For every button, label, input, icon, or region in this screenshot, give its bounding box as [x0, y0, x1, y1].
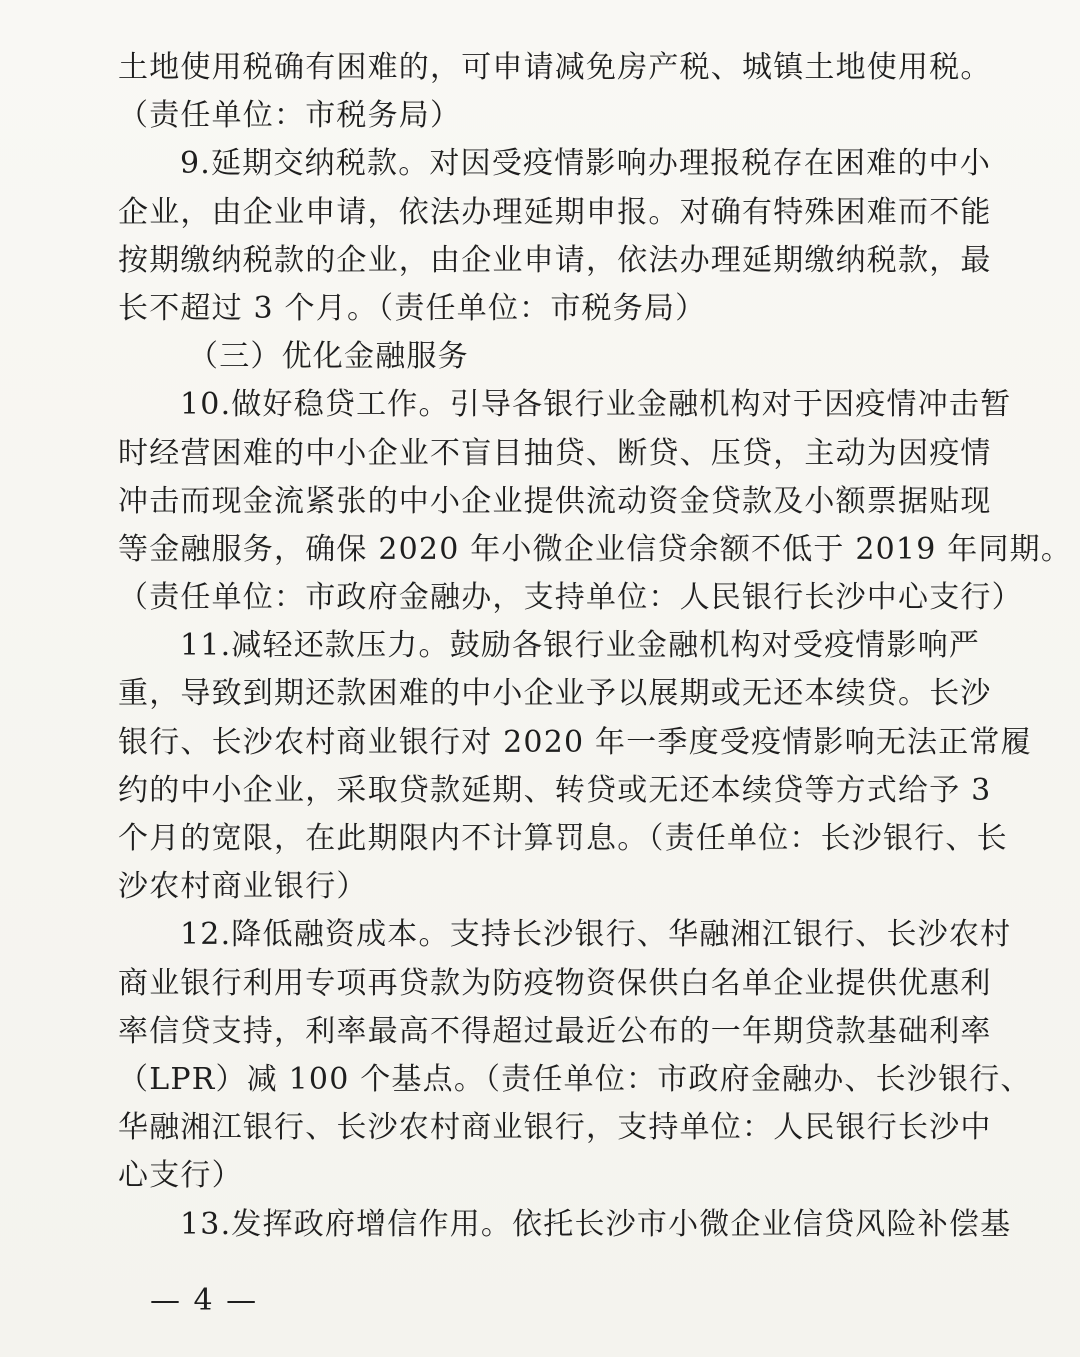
text-line: （责任单位：市税务局） — [118, 98, 462, 134]
text-line: 个月的宽限，在此期限内不计算罚息。（责任单位：长沙银行、长 — [118, 821, 1008, 856]
text-line: 商业银行利用专项再贷款为防疫物资保供白名单企业提供优惠利 — [118, 965, 992, 1001]
text-line: 长不超过 3 个月。（责任单位：市税务局） — [118, 290, 707, 326]
text-line: 等金融服务，确保 2020 年小微企业信贷余额不低于 2019 年同期。 — [118, 531, 1073, 567]
text-line: 冲击而现金流紧张的中小企业提供流动资金贷款及小额票据贴现 — [118, 483, 992, 519]
text-line: 企业，由企业申请，依法办理延期申报。对确有特殊困难而不能 — [118, 194, 992, 230]
section-heading: （三）优化金融服务 — [188, 339, 469, 375]
text-line: 沙农村商业银行） — [118, 869, 368, 905]
text-line: 重，导致到期还款困难的中小企业予以展期或无还本续贷。长沙 — [118, 676, 992, 712]
text-line: （LPR）减 100 个基点。（责任单位：市政府金融办、长沙银行、 — [118, 1061, 1032, 1097]
text-line: 土地使用税确有困难的，可申请减免房产税、城镇土地使用税。 — [118, 50, 992, 85]
text-line: 率信贷支持，利率最高不得超过最近公布的一年期贷款基础利率 — [118, 1013, 992, 1049]
text-line: 银行、长沙农村商业银行对 2020 年一季度受疫情影响无法正常履 — [118, 724, 1032, 760]
text-line: 按期缴纳税款的企业，由企业申请，依法办理延期缴纳税款，最 — [118, 242, 992, 278]
paragraph-start: 10.做好稳贷工作。引导各银行业金融机构对于因疫情冲击暂 — [180, 387, 1012, 423]
body-text — [118, 44, 1073, 1249]
paragraph-start: 13.发挥政府增信作用。依托长沙市小微企业信贷风险补偿基 — [180, 1206, 1012, 1242]
text-line: 约的中小企业，采取贷款延期、转贷或无还本续贷等方式给予 3 — [118, 772, 992, 808]
page-number: — 4 — — [150, 1283, 259, 1318]
paragraph-start: 11.减轻还款压力。鼓励各银行业金融机构对受疫情影响严 — [180, 628, 981, 664]
paragraph-start: 9.延期交纳税款。对因受疫情影响办理报税存在困难的中小 — [180, 146, 992, 182]
text-line: （责任单位：市政府金融办，支持单位：人民银行长沙中心支行） — [118, 580, 1023, 616]
text-line: 时经营困难的中小企业不盲目抽贷、断贷、压贷，主动为因疫情 — [118, 435, 992, 471]
paragraph-start: 12.降低融资成本。支持长沙银行、华融湘江银行、长沙农村 — [180, 917, 1012, 953]
text-line: 心支行） — [118, 1158, 243, 1194]
text-line: 华融湘江银行、长沙农村商业银行，支持单位：人民银行长沙中 — [118, 1110, 992, 1146]
